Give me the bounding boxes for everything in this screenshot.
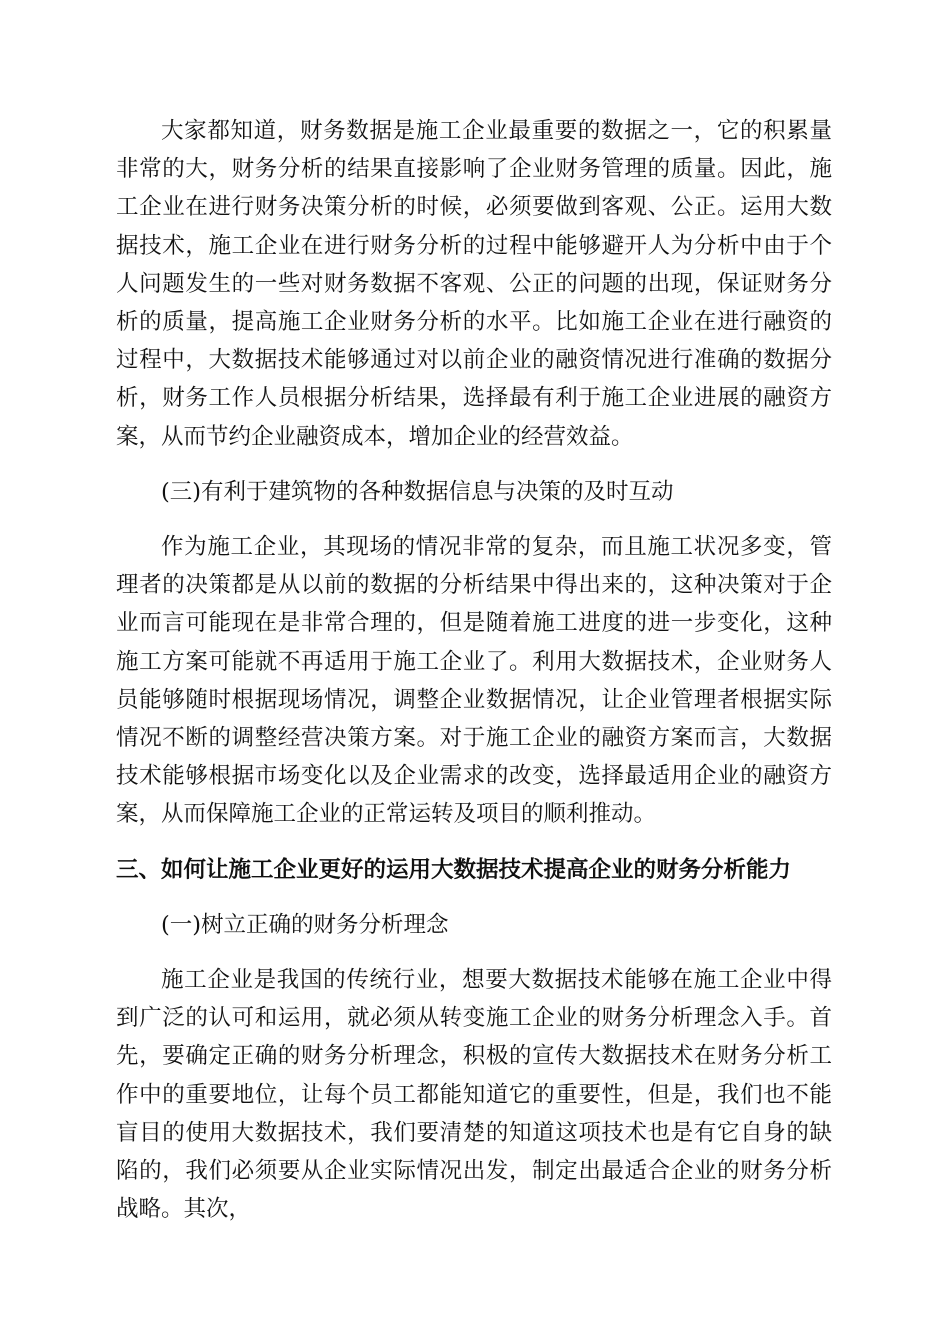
spacer <box>116 456 832 473</box>
paragraph-traditional-industry: 施工企业是我国的传统行业，想要大数据技术能够在施工企业中得到广泛的认可和运用，就必须从转变施工企业的财务分析理念入手。首先，要确定正确的财务分析理念，积极的宣传大数据技术在财务分析工作中的重要地位，让每个员工都能知道它的重要性，但是，我们也不能盲目的使用大数据技术，我们要清楚的知道这项技术也是有它自身的缺陷的，我们必须要从企业实际情况出发，制定出最适合企业的财务分析战略。其次， <box>116 967 832 1223</box>
paragraph-financial-analysis: 大家都知道，财务数据是施工企业最重要的数据之一，它的积累量非常的大，财务分析的结果直接影响了企业财务管理的质量。因此，施工企业在进行财务决策分析的时候，必须要做到客观、公正。运用大数据技术，施工企业在进行财务分析的过程中能够避开人为分析中由于个人问题发生的一些对财务数据不客观、公正的问题的出现，保证财务分析的质量，提高施工企业财务分析的水平。比如施工企业在进行融资的过程中，大数据技术能够通过对以前企业的融资情况进行准确的数据分析，财务工作人员根据分析结果，选择最有利于施工企业进展的融资方案，从而节约企业融资成本，增加企业的经营效益。 <box>116 118 832 450</box>
spacer <box>116 511 832 528</box>
spacer <box>116 889 832 906</box>
subheading-timely-interaction: (三)有利于建筑物的各种数据信息与决策的及时互动 <box>161 478 674 505</box>
document-page <box>116 112 832 1228</box>
section-heading: 三、如何让施工企业更好的运用大数据技术提高企业的财务分析能力 <box>116 856 792 883</box>
spacer <box>116 944 832 961</box>
paragraph-construction-decisions: 作为施工企业，其现场的情况非常的复杂，而且施工状况多变，管理者的决策都是从以前的数据的分析结果中得出来的，这种决策对于企业而言可能现在是非常合理的，但是随着施工进度的进一步变化，这种施工方案可能就不再适用于施工企业了。利用大数据技术，企业财务人员能够随时根据现场情况，调整企业数据情况，让企业管理者根据实际情况不断的调整经营决策方案。对于施工企业的融资方案而言，大数据技术能够根据市场变化以及企业需求的改变，选择最适用企业的融资方案，从而保障施工企业的正常运转及项目的顺利推动。 <box>116 534 832 828</box>
spacer <box>116 834 832 851</box>
subheading-correct-concept: (一)树立正确的财务分析理念 <box>161 911 449 938</box>
